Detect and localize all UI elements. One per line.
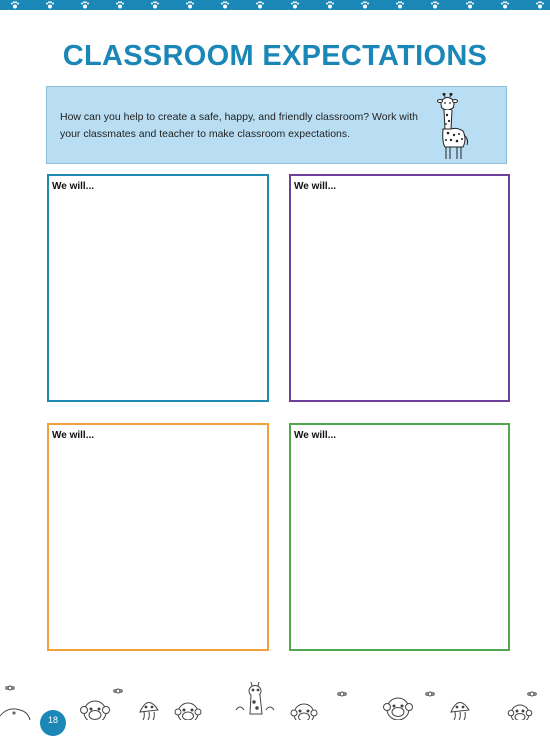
expectation-card-3[interactable] (47, 423, 269, 651)
paw-pattern (0, 0, 550, 10)
monkey-icon (291, 704, 317, 720)
animal-doodle-strip (0, 680, 550, 720)
giraffe-icon (236, 682, 274, 714)
flower-icon (426, 692, 434, 696)
jellyfish-icon (140, 702, 158, 720)
intro-box (46, 86, 507, 164)
paw-icon (185, 1, 195, 9)
card-label: We will... (294, 181, 337, 192)
top-decorative-band (0, 0, 550, 10)
paw-icon (500, 1, 510, 9)
paw-icon (45, 1, 55, 9)
card-label: We will... (52, 181, 95, 192)
jellyfish-icon (451, 702, 469, 720)
paw-icon (430, 1, 440, 9)
paw-icon (465, 1, 475, 9)
paw-icon (360, 1, 370, 9)
expectation-card-2[interactable] (289, 174, 510, 402)
monkey-icon (384, 698, 413, 720)
monkey-icon (175, 703, 201, 720)
paw-icon (115, 1, 125, 9)
card-label: We will... (52, 430, 95, 441)
giraffe-illustration (431, 93, 487, 161)
paw-icon (325, 1, 335, 9)
paw-icon (290, 1, 300, 9)
expectation-card-1[interactable] (47, 174, 269, 402)
flower-icon (338, 692, 346, 696)
flower-icon (6, 686, 14, 690)
card-label: We will... (294, 430, 337, 441)
giraffe-icon (431, 93, 487, 161)
monkey-icon (508, 705, 532, 720)
page-title: CLASSROOM EXPECTATIONS (62, 40, 488, 72)
paw-icon (395, 1, 405, 9)
paw-icon (80, 1, 90, 9)
flower-icon (114, 689, 122, 693)
intro-text: How can you help to create a safe, happy, and friendly classroom? Work with your classmates and teacher to make classroom expectations. (60, 111, 418, 140)
expectation-card-4[interactable] (289, 423, 510, 651)
paw-icon (150, 1, 160, 9)
page-number: 18 (40, 710, 66, 736)
monkey-icon (81, 701, 110, 720)
paw-icon (220, 1, 230, 9)
paw-icon (255, 1, 265, 9)
flower-icon (528, 692, 536, 696)
footer-doodles (0, 680, 550, 720)
paw-icon (10, 1, 20, 9)
elephant-icon (0, 709, 30, 720)
paw-icon (535, 1, 545, 9)
